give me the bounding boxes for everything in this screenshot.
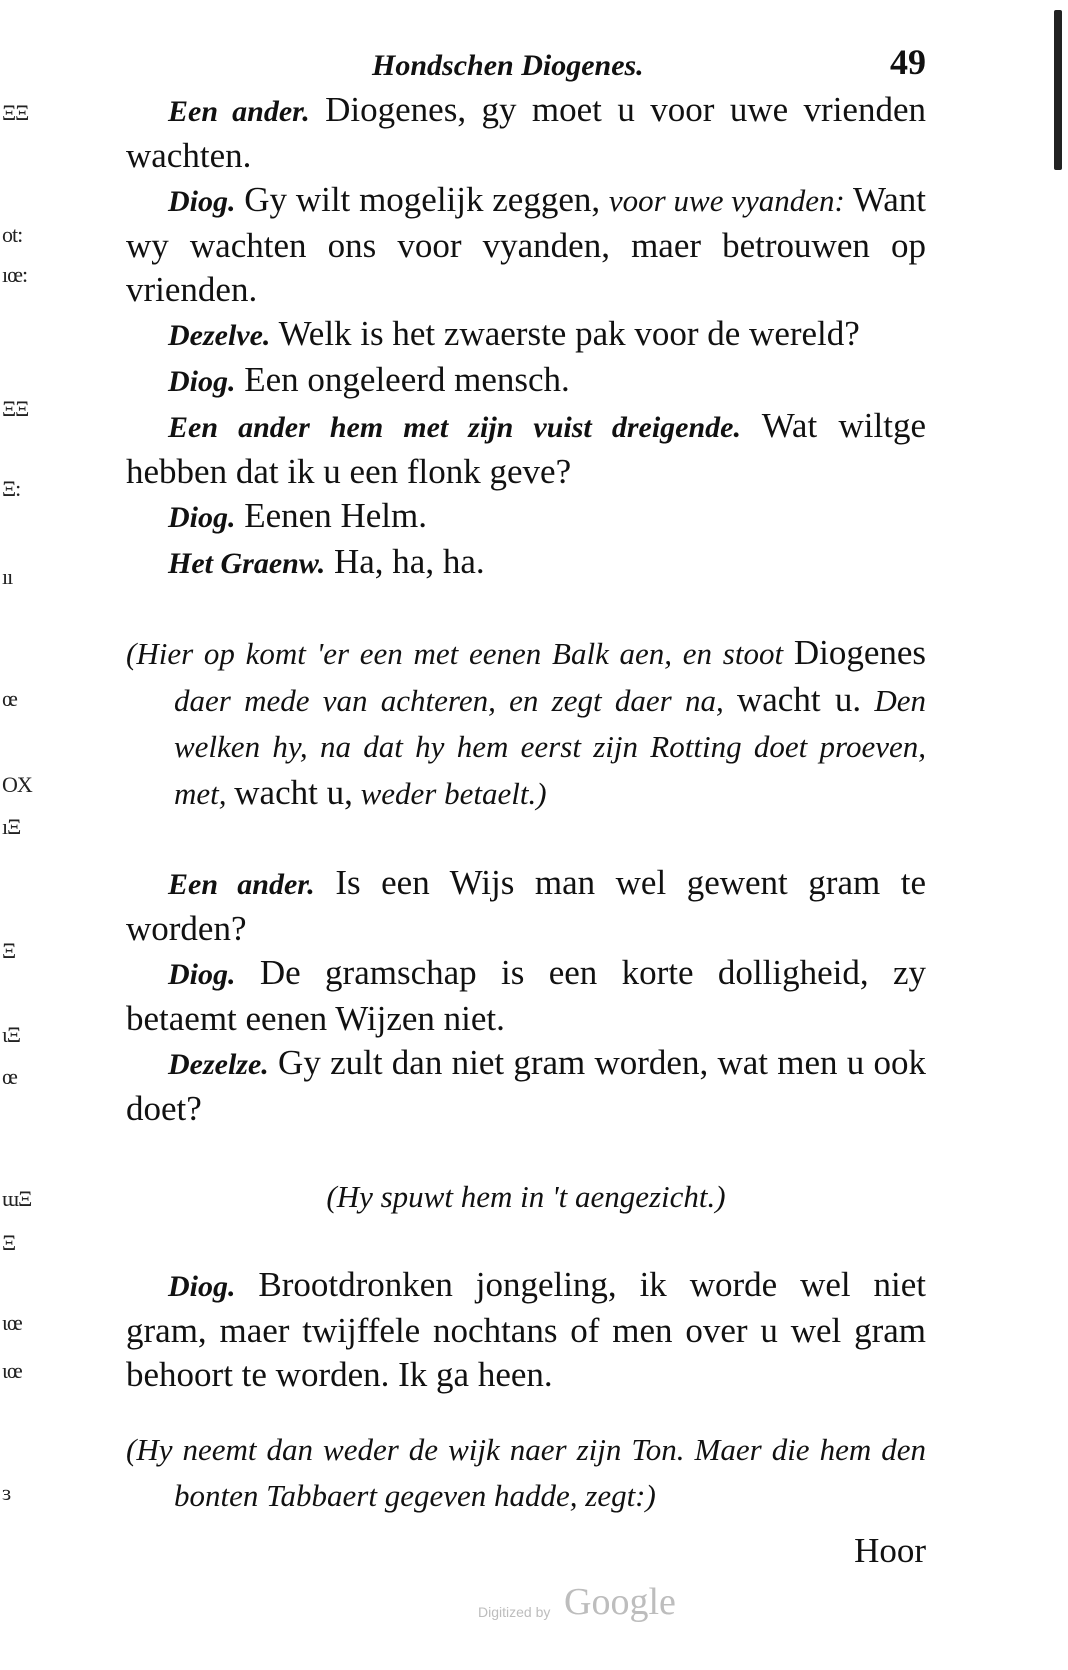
spacer — [126, 586, 926, 630]
dialogue-line — [126, 494, 926, 540]
gutter-fragment: OX — [2, 772, 32, 797]
page-edge-shadow — [1054, 10, 1062, 170]
dialogue-text: Gy zult dan niet gram worden, wat men u ook doet? — [126, 1043, 926, 1128]
stage-roman: wacht u. — [737, 680, 862, 719]
spacer — [126, 1219, 926, 1263]
page-number: 49 — [890, 42, 926, 82]
dialogue-text: Eenen Helm. — [244, 496, 427, 535]
speaker-label: Een ander. — [168, 95, 310, 128]
speaker-label: Een ander hem met zijn vuist dreigende. — [168, 411, 741, 444]
stage-text: Den welken hy, na dat hy hem eerst zijn Rotting doet proeven, met, — [174, 683, 927, 811]
dialogue-text: Wat wiltge hebben dat ik u een flonk geve? — [126, 406, 926, 491]
page-text — [126, 38, 926, 1573]
dialogue-line — [126, 861, 926, 951]
gutter-fragment: ɜ — [2, 1480, 11, 1505]
stage-text: (Hier op komt 'er een met eenen Balk aen, en stoot — [126, 636, 784, 671]
stage-text: weder betaelt.) — [360, 776, 547, 811]
digitized-label: Digitized by — [478, 1604, 551, 1620]
dialogue-text: Diogenes, gy moet u voor uwe vrienden wachten. — [126, 90, 926, 175]
gutter-fragment: Ξ: — [2, 476, 21, 501]
stage-roman: wacht u, — [234, 773, 353, 812]
gutter-fragment: Ξ — [2, 938, 16, 963]
gutter-fragment: ɯΞ — [2, 1186, 32, 1211]
dialogue-text: Welk is het zwaerste pak voor de wereld? — [278, 314, 860, 353]
dialogue-line — [126, 312, 926, 358]
speaker-label: Diog. — [168, 501, 236, 534]
stage-roman: Diogenes — [793, 633, 927, 672]
speaker-label: Dezelve. — [168, 319, 271, 352]
gutter-fragment: ıœ: — [2, 262, 28, 287]
dialogue-line — [126, 358, 926, 404]
speaker-label: Een ander. — [168, 868, 315, 901]
dialogue-text: Ha, ha, ha. — [333, 542, 485, 581]
gutter-fragment: ıı — [2, 564, 13, 589]
speaker-label: Diog. — [168, 1270, 236, 1303]
gutter-fragment: ιœ — [2, 1310, 22, 1335]
dialogue-italic: voor uwe vyanden: — [608, 183, 845, 218]
speaker-label: Het Graenw. — [168, 547, 326, 580]
gutter-fragment: Ξ — [2, 1230, 16, 1255]
dialogue-text: Is een Wijs man wel gewent gram te worden? — [126, 863, 927, 948]
speaker-label: Diog. — [168, 958, 236, 991]
google-logo: Google — [564, 1581, 676, 1623]
stage-direction — [126, 630, 926, 817]
speaker-label: Dezelze. — [168, 1048, 269, 1081]
dialogue-line — [126, 1041, 926, 1131]
gutter-fragment: œ — [2, 1064, 17, 1089]
dialogue-text: Gy wilt mogelijk zeggen, — [244, 180, 601, 219]
gutter-fragment: ıΞ — [2, 814, 21, 839]
gutter-fragment: ot: — [2, 222, 23, 247]
digitized-watermark — [470, 1580, 730, 1630]
dialogue-line — [126, 540, 926, 586]
speaker-label: Diog. — [168, 185, 236, 218]
spacer — [126, 1397, 926, 1427]
gutter-fragment: ΞΞ — [2, 396, 29, 421]
dialogue-line — [126, 1263, 926, 1397]
dialogue-line — [126, 404, 926, 494]
running-title: Hondschen Diogenes. — [372, 49, 644, 82]
speaker-label: Diog. — [168, 365, 236, 398]
running-head — [126, 38, 926, 84]
dialogue-line — [126, 88, 926, 178]
dialogue-text: De gramschap is een korte dolligheid, zy betaemt eenen Wijzen niet. — [126, 953, 927, 1038]
stage-direction: (Hy neemt dan weder de wijk naer zijn Ton. Maer die hem den bonten Tabbaert gegeven hadde, zegt:) — [126, 1432, 926, 1513]
spacer — [126, 817, 926, 861]
spacer — [126, 1131, 926, 1175]
gutter-fragment: œ — [2, 686, 17, 711]
dialogue-line — [126, 178, 926, 312]
dialogue-text: Een ongeleerd mensch. — [244, 360, 570, 399]
facing-page-gutter — [0, 0, 60, 1560]
dialogue-line — [126, 951, 926, 1041]
gutter-fragment: ιΞ — [2, 1022, 21, 1047]
stage-direction: (Hy spuwt hem in 't aengezicht.) — [326, 1179, 726, 1214]
gutter-fragment: ιœ — [2, 1358, 22, 1383]
catchword: Hoor — [854, 1531, 926, 1570]
dialogue-text: Want wy wachten ons voor vyanden, maer betrouwen op vrienden. — [126, 180, 926, 309]
dialogue-text: Brootdronken jongeling, ik worde wel niet gram, maer twijffele nochtans of men over u wel gram behoort te worden. Ik ga heen. — [126, 1265, 926, 1394]
gutter-fragment: ΞΞ — [2, 100, 29, 125]
stage-text: daer mede van achteren, en zegt daer na, — [174, 683, 724, 718]
